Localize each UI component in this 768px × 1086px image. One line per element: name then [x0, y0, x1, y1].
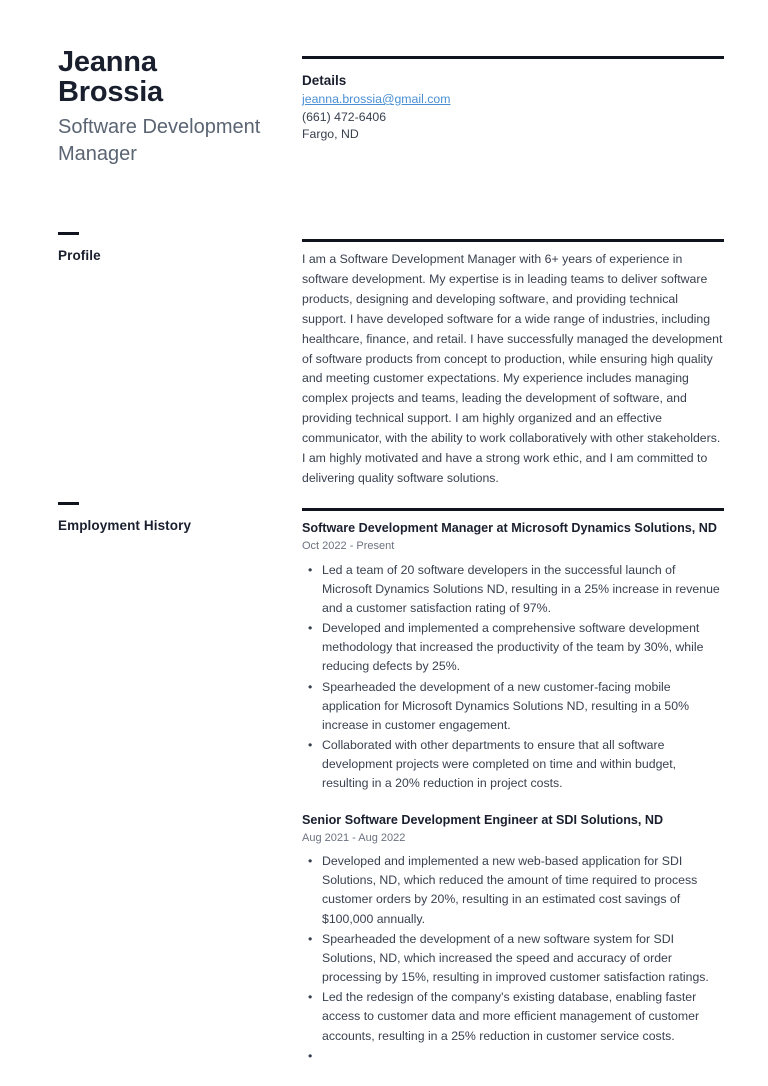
- job-entry: [302, 519, 724, 794]
- job-title: Senior Software Development Engineer at SDI Solutions, ND: [302, 812, 664, 827]
- email-link[interactable]: jeanna.brossia@gmail.com: [302, 92, 451, 106]
- profile-section: [302, 250, 724, 489]
- job-bullet-list: [302, 561, 724, 794]
- section-dash-icon: [58, 502, 79, 505]
- job-entry: [302, 811, 724, 1057]
- profile-section-label: [58, 232, 284, 263]
- candidate-first-name: Jeanna: [58, 46, 157, 78]
- employment-divider: [302, 508, 724, 511]
- employment-label-text: Employment History: [58, 517, 192, 533]
- candidate-job-title: Software Development Manager: [58, 115, 261, 166]
- job-date-range: Oct 2022 - Present: [302, 540, 395, 552]
- candidate-last-name: Brossia: [58, 75, 163, 108]
- job-title: Software Development Manager at Microsoft Dynamics Solutions, ND: [302, 521, 717, 535]
- phone-number: (661) 472-6406: [302, 109, 387, 124]
- profile-text: I am a Software Development Manager with 6+ years of experience in software development. My expertise is in leading teams to deliver software products, designing and developing software, and providing technical support. I have developed software for a wide range of industries, including healthcare, finance, and retail. I have successfully managed the development of software products from concept to production, while ensuring high quality and meeting customer expectations. My experience includes managing complex projects and teams, leading the development of software, and providing technical support. I am highly organized and an effective communicator, with the ability to work collaboratively with other stakeholders. I am highly motivated and have a strong work ethic, and I am committed to delivering quality software solutions.: [302, 252, 723, 485]
- details-divider: [302, 56, 724, 59]
- job-bullet: • Developed and implemented a comprehensive software development methodology that increased the productivity of the team by 30%, while reducing defects by 25%.: [302, 619, 724, 677]
- job-bullet-list: [302, 852, 724, 1057]
- section-dash-icon: [58, 232, 79, 235]
- job-bullet: • Spearheaded the development of a new software system for SDI Solutions, ND, which increased the speed and accuracy of order processing by 15%, resulting in improved customer satisfaction ratings.: [302, 930, 724, 988]
- location-text: Fargo, ND: [302, 127, 359, 142]
- profile-divider: [302, 239, 724, 242]
- job-bullet: • Led a team of 20 software developers in the successful launch of Microsoft Dynamics Solutions ND, resulting in a 25% increase in revenue and a customer satisfaction rating of 97%.: [302, 561, 724, 619]
- job-bullet: • Collaborated with other departments to ensure that all software development projects were completed on time and within budget, resulting in a 20% reduction in project costs.: [302, 736, 724, 794]
- details-section: [302, 73, 724, 144]
- resume-header: [58, 48, 288, 169]
- details-heading: Details: [302, 73, 347, 88]
- job-bullet-empty: [302, 1047, 724, 1057]
- job-date-range: Aug 2021 - Aug 2022: [302, 831, 406, 844]
- job-bullet: • Developed and implemented a new web-based application for SDI Solutions, ND, which reduced the amount of time required to process customer orders by 20%, resulting in an estimated cost savings of $100,000 annually.: [302, 852, 724, 929]
- job-bullet: • Led the redesign of the company's existing database, enabling faster access to customer data and more efficient management of customer accounts, resulting in a 25% reduction in customer service costs.: [302, 988, 724, 1046]
- profile-label-text: Profile: [58, 247, 101, 263]
- employment-section: [302, 519, 724, 1058]
- candidate-name: [58, 48, 288, 108]
- employment-section-label: [58, 502, 284, 533]
- job-bullet: • Spearheaded the development of a new customer-facing mobile application for Microsoft Dynamics Solutions ND, resulting in a 50% increase in customer engagement.: [302, 678, 724, 736]
